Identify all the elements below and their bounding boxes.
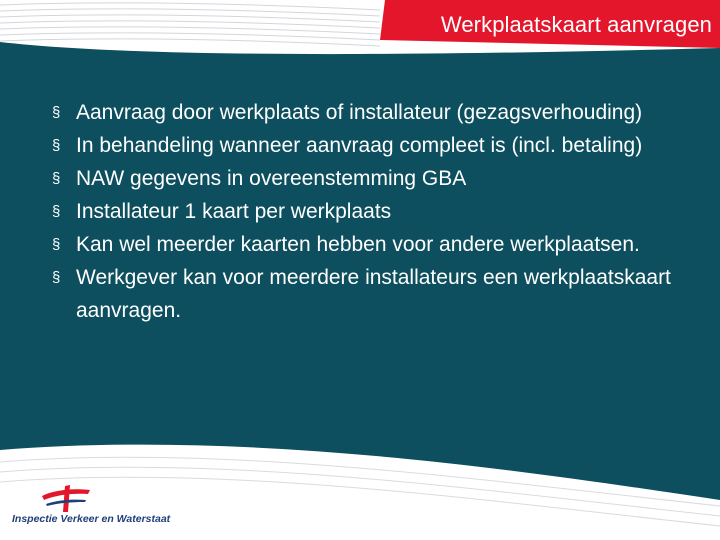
bullet-symbol: §: [52, 203, 61, 220]
bullet-list: [50, 96, 690, 327]
logo-cross-icon: [38, 482, 98, 516]
bullet-symbol: §: [52, 137, 61, 154]
bullet-symbol: §: [52, 236, 61, 253]
bullet-symbol: §: [52, 104, 61, 121]
bullet-symbol: §: [52, 269, 61, 286]
inspectie-logo: [12, 482, 212, 528]
bullet-item: [50, 228, 690, 261]
bullet-text: Installateur 1 kaart per werkplaats: [76, 200, 392, 223]
logo-text: Inspectie Verkeer en Waterstaat: [12, 513, 171, 525]
bullet-text: Kan wel meerder kaarten hebben voor andere werkplaatsen.: [76, 233, 640, 256]
bullet-item: [50, 162, 690, 195]
bullet-symbol: §: [52, 170, 61, 187]
bullet-text: NAW gegevens in overeenstemming GBA: [76, 167, 467, 190]
bullet-item: [50, 129, 690, 162]
slide-title: Werkplaatskaart aanvragen: [440, 12, 712, 37]
bullet-item: [50, 261, 690, 327]
bullet-text: In behandeling wanneer aanvraag compleet is (incl. betaling): [76, 134, 643, 157]
bullet-item: [50, 195, 690, 228]
bullet-text: Aanvraag door werkplaats of installateur (gezagsverhouding): [76, 101, 643, 124]
bullet-text: Werkgever kan voor meerdere installateurs een werkplaatskaart aanvragen.: [76, 266, 671, 322]
bullet-item: [50, 96, 690, 129]
